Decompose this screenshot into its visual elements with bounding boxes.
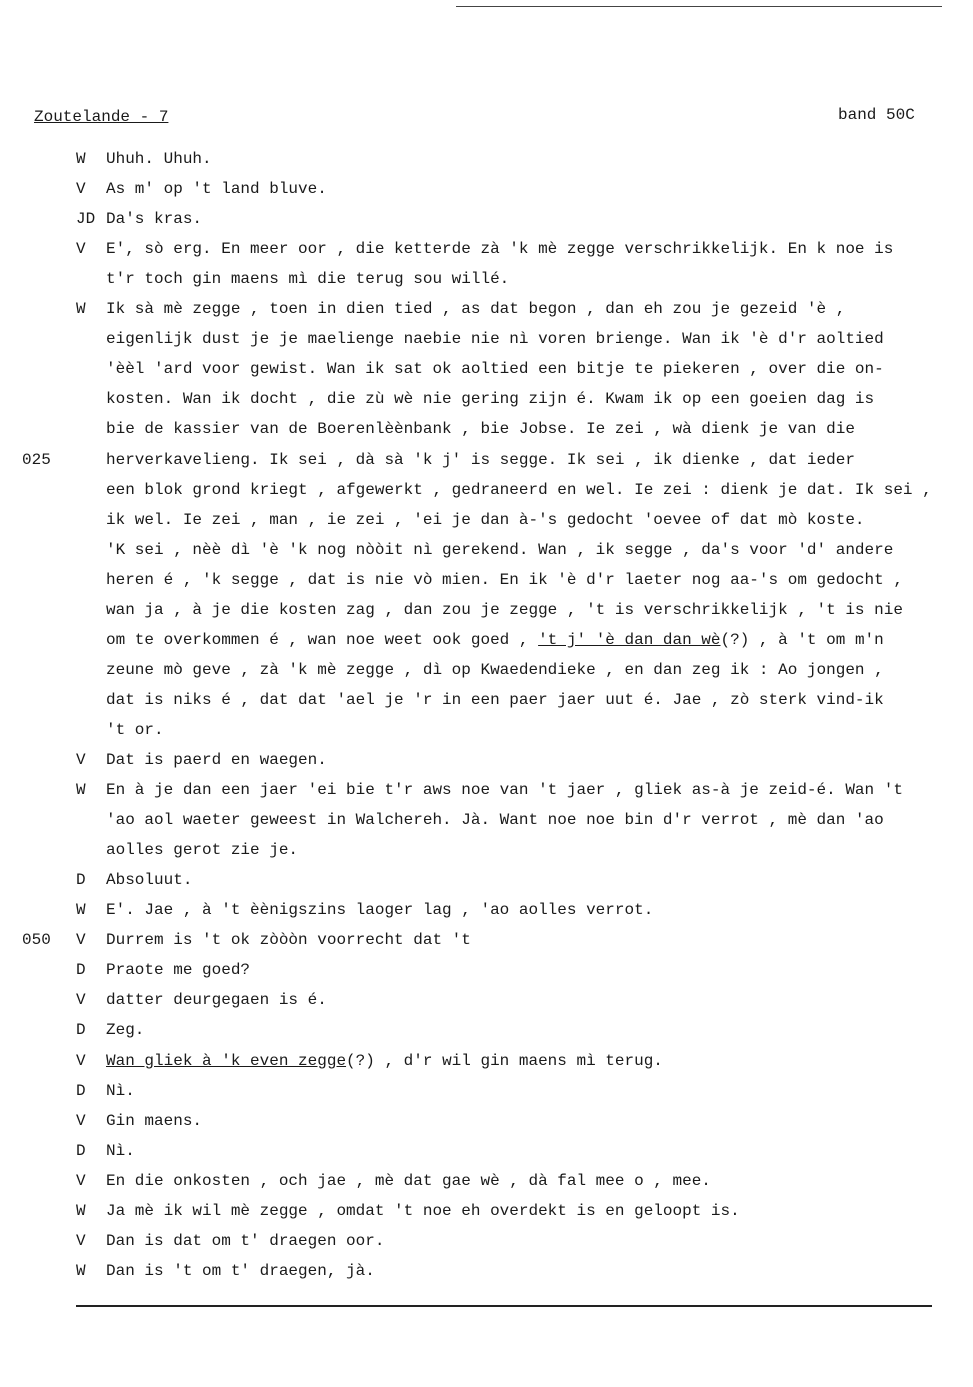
transcript-line: [0, 775, 973, 805]
transcript-line: [0, 535, 973, 565]
top-rule: [456, 6, 942, 7]
utterance-text: [106, 475, 932, 505]
utterance-text-part: dat is niks é , dat dat 'ael je 'r in een paer jaer uut é. Jae , zò sterk vind-ik: [106, 691, 884, 709]
utterance-text-part: E'. Jae , à 't èènigszins laoger lag , 'ao aolles verrot.: [106, 901, 654, 919]
utterance-text-part: As m' op 't land bluve.: [106, 180, 327, 198]
utterance-text-part: Ja mè ik wil mè zegge , omdat 't noe eh overdekt is en geloopt is.: [106, 1202, 740, 1220]
bottom-rule: [76, 1305, 932, 1307]
line-number: 025: [22, 451, 51, 469]
utterance-text-part: 'ao aol waeter geweest in Walchereh. Jà. Want noe noe bin d'r verrot , mè dan 'ao: [106, 811, 884, 829]
utterance-text: [106, 324, 884, 354]
speaker-label: V: [76, 1112, 86, 1130]
utterance-text-part: Uhuh. Uhuh.: [106, 150, 212, 168]
transcript-line: [0, 204, 973, 234]
utterance-text: [106, 1196, 740, 1226]
transcript-line: [0, 174, 973, 204]
utterance-text-part: En die onkosten , och jae , mè dat gae wè , dà fal mee o , mee.: [106, 1172, 711, 1190]
transcript-line: [0, 1196, 973, 1226]
utterance-text-part: Dan is 't om t' draegen, jà.: [106, 1262, 375, 1280]
utterance-text: [106, 354, 884, 384]
utterance-text: [106, 384, 874, 414]
transcript-line: [0, 445, 973, 475]
utterance-text: [106, 1015, 144, 1045]
utterance-text-part: eigenlijk dust je je maelienge naebie nie nì voren brienge. Wan ik 'è d'r aoltied: [106, 330, 884, 348]
utterance-text-part: ik wel. Ie zei , man , ie zei , 'ei je dan à-'s gedocht 'oevee of dat mò koste.: [106, 511, 865, 529]
transcript-line: [0, 745, 973, 775]
utterance-text-part: 'èèl 'ard voor gewist. Wan ik sat ok aoltied een bitje te piekeren , over die on-: [106, 360, 884, 378]
transcript-line: [0, 955, 973, 985]
speaker-label: V: [76, 180, 86, 198]
transcript-line: [0, 835, 973, 865]
utterance-text-part: Dan is dat om t' draegen oor.: [106, 1232, 385, 1250]
utterance-text-part: E', sò erg. En meer oor , die ketterde zà 'k mè zegge verschrikkelijk. En k noe is: [106, 240, 894, 258]
transcript-line: [0, 565, 973, 595]
line-number: 050: [22, 931, 51, 949]
utterance-text: [106, 745, 327, 775]
utterance-text: [106, 625, 884, 655]
transcript-line: [0, 475, 973, 505]
utterance-text: [106, 865, 192, 895]
utterance-text: [106, 204, 202, 234]
speaker-label: D: [76, 871, 86, 889]
transcript-line: [0, 505, 973, 535]
utterance-text: [106, 985, 327, 1015]
transcript-line: [0, 985, 973, 1015]
utterance-text-part: 't or.: [106, 721, 164, 739]
transcript-line: [0, 925, 973, 955]
utterance-text-part: t'r toch gin maens mì die terug sou willé.: [106, 270, 510, 288]
utterance-text-part: aolles gerot zie je.: [106, 841, 299, 859]
utterance-text: [106, 715, 164, 745]
speaker-label: V: [76, 931, 86, 949]
utterance-text: [106, 895, 653, 925]
speaker-label: W: [76, 300, 86, 318]
utterance-text: [106, 445, 855, 475]
utterance-text-part: Nì.: [106, 1142, 135, 1160]
utterance-text: [106, 1256, 375, 1286]
transcript-line: [0, 805, 973, 835]
utterance-text-part: Durrem is 't ok zòòòn voorrecht dat 't: [106, 931, 471, 949]
utterance-text-part: kosten. Wan ik docht , die zù wè nie gering zijn é. Kwam ik op een goeien dag is: [106, 390, 875, 408]
transcript-line: [0, 414, 973, 444]
transcript-line: [0, 625, 973, 655]
utterance-text-part: En à je dan een jaer 'ei bie t'r aws noe van 't jaer , gliek as-à je zeid-é. Wan 't: [106, 781, 903, 799]
utterance-text: [106, 565, 903, 595]
utterance-text: [106, 775, 903, 805]
speaker-label: V: [76, 1172, 86, 1190]
utterance-text: [106, 805, 884, 835]
transcript-line: [0, 1136, 973, 1166]
transcript-line: [0, 384, 973, 414]
utterance-text-part: datter deurgegaen is é.: [106, 991, 327, 1009]
speaker-label: V: [76, 1232, 86, 1250]
utterance-text: [106, 535, 893, 565]
transcript-line: [0, 1015, 973, 1045]
speaker-label: D: [76, 961, 86, 979]
page-header-location: Zoutelande - 7: [34, 108, 169, 126]
transcript-line: [0, 655, 973, 685]
utterance-text: [106, 1166, 711, 1196]
utterance-text: [106, 414, 855, 444]
transcript-line: [0, 685, 973, 715]
utterance-text-part: wan ja , à je die kosten zag , dan zou je zegge , 't is verschrikkelijk , 't is nie: [106, 601, 903, 619]
transcript-line: [0, 865, 973, 895]
speaker-label: V: [76, 240, 86, 258]
speaker-label: V: [76, 1052, 86, 1070]
utterance-text-after: (?) , d'r wil gin maens mì terug.: [346, 1052, 663, 1070]
speaker-label: D: [76, 1142, 86, 1160]
speaker-label: JD: [76, 210, 96, 228]
utterance-text-part: Da's kras.: [106, 210, 203, 228]
utterance-text-part: een blok grond kriegt , afgewerkt , gedraneerd en wel. Ie zei : dienk je dat. Ik sei ,: [106, 481, 932, 499]
utterance-text: [106, 174, 327, 204]
utterance-text: [106, 1076, 135, 1106]
utterance-text-part: bie de kassier van de Boerenlèènbank , bie Jobse. Ie zei , wà dienk je van die: [106, 420, 855, 438]
utterance-text: [106, 1106, 202, 1136]
utterance-text: [106, 835, 298, 865]
transcript-line: [0, 324, 973, 354]
speaker-label: W: [76, 1202, 86, 1220]
utterance-text: [106, 925, 471, 955]
speaker-label: W: [76, 901, 86, 919]
utterance-text: [106, 955, 250, 985]
utterance-text: [106, 595, 903, 625]
utterance-text-part: Zeg.: [106, 1021, 145, 1039]
utterance-text: [106, 505, 865, 535]
speaker-label: D: [76, 1021, 86, 1039]
transcript-line: [0, 264, 973, 294]
transcript-line: [0, 1046, 973, 1076]
speaker-label: D: [76, 1082, 86, 1100]
utterance-text: [106, 294, 845, 324]
utterance-text-part: herverkavelieng. Ik sei , dà sà 'k j' is segge. Ik sei , ik dienke , dat ieder: [106, 451, 855, 469]
speaker-label: V: [76, 751, 86, 769]
transcript-line: [0, 895, 973, 925]
utterance-text-part: zeune mò geve , zà 'k mè zegge , dì op Kwaedendieke , en dan zeg ik : Ao jongen ,: [106, 661, 884, 679]
speaker-label: W: [76, 1262, 86, 1280]
utterance-text-part: Gin maens.: [106, 1112, 203, 1130]
transcript-line: [0, 1226, 973, 1256]
utterance-text: [106, 655, 884, 685]
utterance-text: [106, 264, 509, 294]
utterance-text-part: om te overkommen é , wan noe weet ook goed ,: [106, 631, 539, 649]
utterance-text-part: Ik sà mè zegge , toen in dien tied , as dat begon , dan eh zou je gezeid 'è ,: [106, 300, 846, 318]
speaker-label: W: [76, 781, 86, 799]
underlined-uncertain-text: Wan gliek à 'k even zegge: [106, 1052, 347, 1070]
utterance-text-part: heren é , 'k segge , dat is nie vò mien. En ik 'è d'r laeter nog aa-'s om gedocht ,: [106, 571, 903, 589]
utterance-text: [106, 1136, 135, 1166]
transcript-line: [0, 1256, 973, 1286]
speaker-label: W: [76, 150, 86, 168]
utterance-text-part: 'K sei , nèè dì 'è 'k nog nòòit nì gerekend. Wan , ik segge , da's voor 'd' andere: [106, 541, 894, 559]
transcript-line: [0, 1076, 973, 1106]
transcript-line: [0, 144, 973, 174]
utterance-text-after: (?) , à 't om m'n: [720, 631, 884, 649]
utterance-text: [106, 1226, 384, 1256]
transcript-line: [0, 294, 973, 324]
transcript-line: [0, 715, 973, 745]
utterance-text: [106, 234, 893, 264]
utterance-text-part: Praote me goed?: [106, 961, 251, 979]
transcript-line: [0, 595, 973, 625]
utterance-text-part: Nì.: [106, 1082, 135, 1100]
transcript-line: [0, 1106, 973, 1136]
utterance-text-part: Dat is paerd en waegen.: [106, 751, 327, 769]
underlined-uncertain-text: 't j' 'è dan dan wè: [538, 631, 721, 649]
transcript-line: [0, 234, 973, 264]
utterance-text: [106, 144, 212, 174]
speaker-label: V: [76, 991, 86, 1009]
page-header-tape: band 50C: [838, 106, 915, 124]
utterance-text: [106, 1046, 663, 1076]
utterance-text: [106, 685, 884, 715]
transcript-line: [0, 1166, 973, 1196]
transcript-line: [0, 354, 973, 384]
utterance-text-part: Absoluut.: [106, 871, 193, 889]
